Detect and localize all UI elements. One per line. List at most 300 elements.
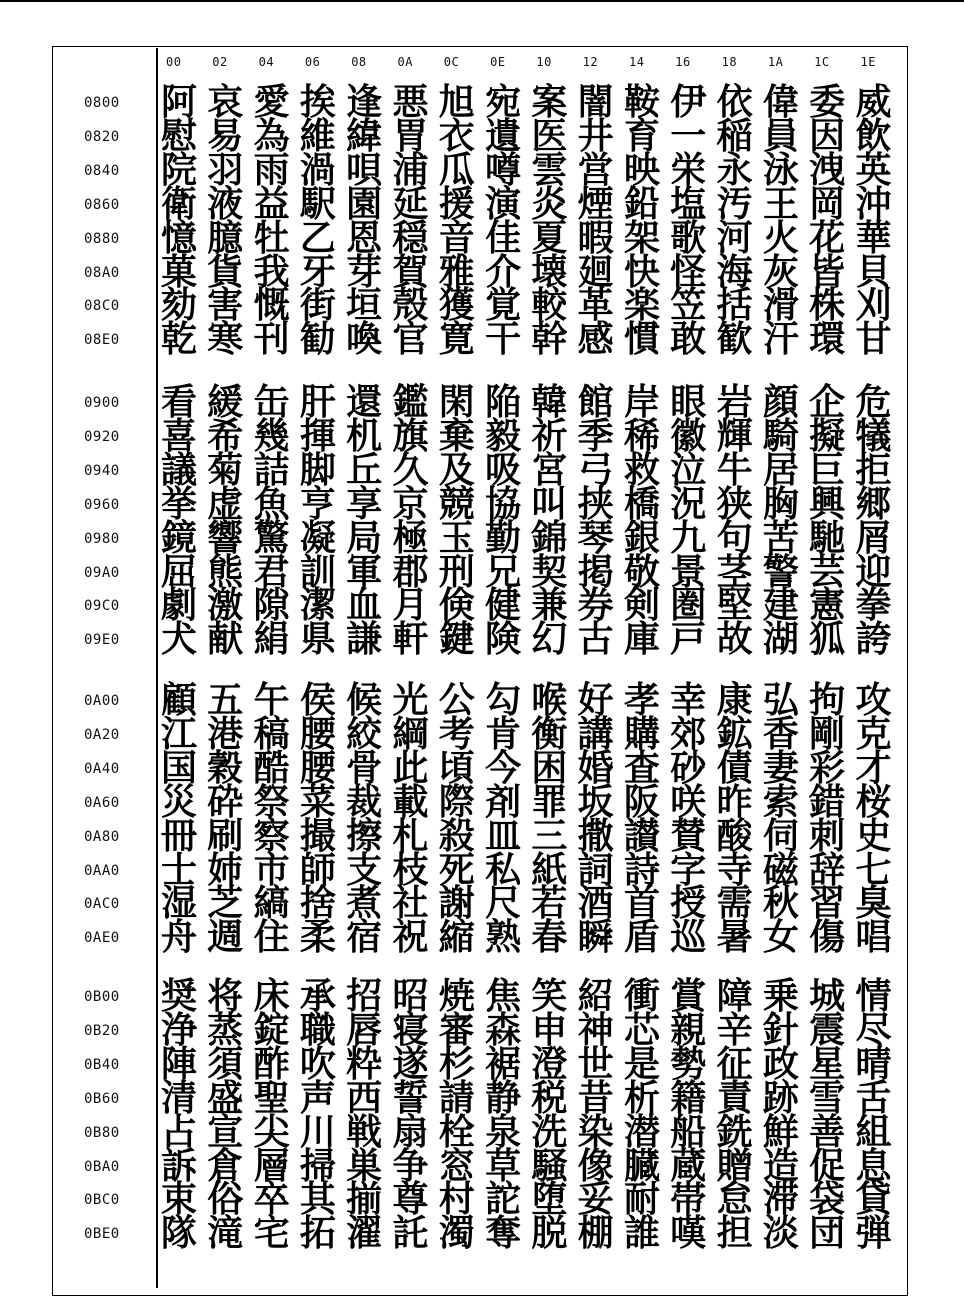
kanji-cell: 湿 (160, 882, 197, 925)
kanji-cell: 笑 (531, 975, 568, 1017)
kanji-cell: 穏 (392, 216, 429, 259)
kanji-cell: 罪 (531, 780, 568, 823)
kanji-cell: 星 (809, 1042, 846, 1085)
kanji-cell: 静 (485, 1076, 522, 1119)
kanji-cell: 闇 (577, 81, 614, 123)
kanji-cell: 拳 (855, 584, 892, 627)
kanji-cell: 徽 (670, 414, 707, 457)
kanji-cell: 案 (531, 81, 568, 123)
kanji-cell: 女 (762, 916, 799, 959)
kanji-cell: 芯 (623, 1008, 660, 1051)
kanji-cell: 巨 (809, 448, 846, 491)
kanji-cell: 刺 (809, 814, 846, 857)
kanji-cell: 贈 (716, 1144, 753, 1187)
kanji-cell: 脚 (299, 448, 336, 491)
kanji-cell: 華 (855, 216, 892, 259)
kanji-cell: 税 (531, 1076, 568, 1119)
kanji-cell: 幾 (253, 414, 290, 457)
kanji-cell: 景 (670, 550, 707, 593)
kanji-cell: 審 (438, 1008, 475, 1051)
kanji-cell: 層 (253, 1144, 290, 1187)
kanji-cell: 週 (207, 916, 244, 959)
kanji-cell: 肝 (299, 381, 336, 423)
kanji-cell: 臭 (855, 882, 892, 925)
kanji-cell: 雪 (809, 1076, 846, 1119)
kanji-cell: 像 (577, 1144, 614, 1187)
kanji-cell: 佳 (485, 216, 522, 259)
column-header: 0A (397, 55, 413, 69)
kanji-cell: 鮮 (762, 1110, 799, 1153)
kanji-cell: 凝 (299, 516, 336, 559)
kanji-cell: 館 (577, 381, 614, 423)
kanji-cell: 育 (623, 114, 660, 157)
kanji-cell: 貨 (207, 250, 244, 293)
kanji-cell: 査 (623, 746, 660, 789)
row-code-label: 08A0 (84, 264, 120, 281)
kanji-cell: 郷 (855, 482, 892, 525)
kanji-cell: 誓 (392, 1076, 429, 1119)
kanji-cell: 其 (299, 1178, 336, 1221)
kanji-cell: 慨 (253, 284, 290, 327)
kanji-cell: 希 (207, 414, 244, 457)
kanji-cell: 叫 (531, 482, 568, 525)
kanji-cell: 協 (485, 482, 522, 525)
kanji-cell: 岸 (623, 381, 660, 423)
kanji-cell: 甘 (855, 318, 892, 361)
kanji-cell: 覚 (485, 284, 522, 327)
kanji-cell: 警 (762, 550, 799, 593)
column-header: 14 (629, 55, 645, 69)
row-code-label: 09E0 (84, 632, 120, 649)
kanji-cell: 刈 (855, 284, 892, 327)
kanji-cell: 我 (253, 250, 290, 293)
kanji-cell: 酸 (716, 814, 753, 857)
kanji-cell: 私 (485, 848, 522, 891)
kanji-cell: 熊 (207, 550, 244, 593)
kanji-cell: 寝 (392, 1008, 429, 1051)
kanji-cell: 唄 (346, 148, 383, 191)
kanji-cell: 滑 (762, 284, 799, 327)
kanji-cell: 吹 (299, 1042, 336, 1085)
kanji-cell: 今 (485, 746, 522, 789)
kanji-cell: 克 (855, 712, 892, 755)
kanji-cell: 磁 (762, 848, 799, 891)
column-header: 08 (351, 55, 367, 69)
kanji-cell: 熟 (485, 916, 522, 959)
kanji-cell: 濁 (438, 1212, 475, 1255)
kanji-cell: 芸 (809, 550, 846, 593)
kanji-cell: 捨 (299, 882, 336, 925)
kanji-cell: 牡 (253, 216, 290, 259)
kanji-cell: 棚 (577, 1212, 614, 1255)
kanji-cell: 耐 (623, 1178, 660, 1221)
kanji-cell: 剛 (809, 712, 846, 755)
kanji-cell: 為 (253, 114, 290, 157)
kanji-cell: 偉 (762, 81, 799, 123)
kanji-cell: 洩 (809, 148, 846, 191)
kanji-cell: 尖 (253, 1110, 290, 1153)
kanji-cell: 争 (392, 1144, 429, 1187)
kanji-cell: 衣 (438, 114, 475, 157)
kanji-cell: 裁 (346, 780, 383, 823)
kanji-cell: 戸 (670, 618, 707, 661)
row-code-label: 0AA0 (84, 862, 120, 879)
kanji-cell: 毅 (485, 414, 522, 457)
kanji-cell: 慰 (160, 114, 197, 157)
kanji-cell: 牙 (299, 250, 336, 293)
kanji-cell: 揮 (299, 414, 336, 457)
kanji-cell: 憶 (160, 216, 197, 259)
kanji-cell: 社 (392, 882, 429, 925)
kanji-cell: 床 (253, 975, 290, 1017)
column-header: 18 (721, 55, 738, 69)
kanji-cell: 宛 (485, 81, 522, 123)
column-header: 0C (443, 55, 460, 69)
kanji-cell: 賞 (670, 975, 707, 1017)
kanji-cell: 阿 (160, 81, 197, 123)
kanji-cell: 錯 (809, 780, 846, 823)
kanji-cell: 籍 (670, 1076, 707, 1119)
kanji-cell: 維 (299, 114, 336, 157)
kanji-cell: 戦 (346, 1110, 383, 1153)
kanji-cell: 酷 (253, 746, 290, 789)
row-code-label: 0BE0 (84, 1226, 120, 1243)
kanji-cell: 刊 (253, 318, 290, 361)
kanji-cell: 乙 (299, 216, 336, 259)
kanji-cell: 舟 (160, 916, 197, 959)
kanji-cell: 極 (392, 516, 429, 559)
kanji-cell: 辞 (809, 848, 846, 891)
kanji-cell: 稿 (253, 712, 290, 755)
kanji-cell: 舌 (855, 1076, 892, 1119)
column-header: 04 (258, 55, 275, 69)
kanji-cell: 臓 (623, 1144, 660, 1187)
kanji-cell: 錠 (253, 1008, 290, 1051)
kanji-cell: 袋 (809, 1178, 846, 1221)
kanji-cell: 勢 (670, 1042, 707, 1085)
kanji-cell: 促 (809, 1144, 846, 1187)
kanji-cell: 帯 (670, 1178, 707, 1221)
kanji-cell: 宿 (346, 916, 383, 959)
kanji-cell: 岡 (809, 182, 846, 225)
kanji-cell: 羽 (207, 148, 244, 191)
kanji-cell: 券 (577, 584, 614, 627)
kanji-cell: 歓 (716, 318, 753, 361)
kanji-cell: 威 (855, 81, 892, 123)
kanji-cell: 息 (855, 1144, 892, 1187)
kanji-cell: 清 (160, 1076, 197, 1119)
kanji-cell: 京 (392, 482, 429, 525)
kanji-cell: 狐 (809, 618, 846, 661)
kanji-cell: 腰 (299, 712, 336, 755)
kanji-cell: 障 (716, 975, 753, 1017)
kanji-cell: 況 (670, 482, 707, 525)
kanji-cell: 岩 (716, 381, 753, 423)
kanji-cell: 営 (577, 148, 614, 191)
kanji-cell: 誰 (623, 1212, 660, 1255)
kanji-cell: 劾 (160, 284, 197, 327)
kanji-cell: 謙 (346, 618, 383, 661)
kanji-cell: 伊 (670, 81, 707, 123)
kanji-cell: 俗 (207, 1178, 244, 1221)
kanji-cell: 刑 (438, 550, 475, 593)
kanji-cell: 香 (762, 712, 799, 755)
kanji-cell: 泉 (485, 1110, 522, 1153)
kanji-cell: 師 (299, 848, 336, 891)
kanji-cell: 請 (438, 1076, 475, 1119)
kanji-cell: 玉 (438, 516, 475, 559)
kanji-cell: 淡 (762, 1212, 799, 1255)
kanji-cell: 世 (577, 1042, 614, 1085)
kanji-cell: 柔 (299, 916, 336, 959)
kanji-cell: 王 (762, 182, 799, 225)
kanji-cell: 株 (809, 284, 846, 327)
column-header: 00 (166, 55, 182, 69)
kanji-cell: 海 (716, 250, 753, 293)
column-header: 12 (582, 55, 599, 69)
kanji-cell: 栄 (670, 148, 707, 191)
kanji-cell: 較 (531, 284, 568, 327)
kanji-cell: 考 (438, 712, 475, 755)
table-row (0, 318, 964, 361)
kanji-cell: 看 (160, 381, 197, 423)
kanji-cell: 街 (299, 284, 336, 327)
kanji-cell: 妻 (762, 746, 799, 789)
kanji-cell: 季 (577, 414, 614, 457)
kanji-cell: 菊 (207, 448, 244, 491)
kanji-cell: 誇 (855, 618, 892, 661)
kanji-cell: 掃 (299, 1144, 336, 1187)
kanji-cell: 妥 (577, 1178, 614, 1221)
kanji-cell: 幹 (531, 318, 568, 361)
kanji-cell: 征 (716, 1042, 753, 1085)
kanji-cell: 閑 (438, 381, 475, 423)
kanji-cell: 恩 (346, 216, 383, 259)
kanji-cell: 嘆 (670, 1212, 707, 1255)
kanji-cell: 医 (531, 114, 568, 157)
kanji-cell: 殺 (438, 814, 475, 857)
kanji-cell: 団 (809, 1212, 846, 1255)
kanji-cell: 尽 (855, 1008, 892, 1051)
kanji-cell: 習 (809, 882, 846, 925)
table-row (0, 1212, 964, 1255)
kanji-cell: 菜 (299, 780, 336, 823)
kanji-cell: 坂 (577, 780, 614, 823)
kanji-cell: 卒 (253, 1178, 290, 1221)
kanji-cell: 肯 (485, 712, 522, 755)
kanji-cell: 市 (253, 848, 290, 891)
kanji-cell: 尺 (485, 882, 522, 925)
kanji-cell: 兄 (485, 550, 522, 593)
kanji-cell: 怠 (716, 1178, 753, 1221)
row-code-label: 0AC0 (84, 896, 120, 913)
kanji-cell: 援 (438, 182, 475, 225)
kanji-cell: 亨 (299, 482, 336, 525)
kanji-cell: 縮 (438, 916, 475, 959)
kanji-cell: 興 (809, 482, 846, 525)
kanji-cell: 牛 (716, 448, 753, 491)
row-code-label: 0A80 (84, 828, 120, 845)
kanji-cell: 字 (670, 848, 707, 891)
kanji-cell: 芽 (346, 250, 383, 293)
kanji-cell: 獲 (438, 284, 475, 327)
kanji-cell: 乾 (160, 318, 197, 361)
kanji-cell: 五 (207, 679, 244, 721)
kanji-cell: 詰 (253, 448, 290, 491)
kanji-cell: 郊 (670, 712, 707, 755)
kanji-cell: 隊 (160, 1212, 197, 1255)
kanji-cell: 映 (623, 148, 660, 191)
row-code-label: 0A20 (84, 726, 120, 743)
row-code-label: 09A0 (84, 564, 120, 581)
kanji-cell: 介 (485, 250, 522, 293)
kanji-cell: 騒 (531, 1144, 568, 1187)
kanji-cell: 組 (855, 1110, 892, 1153)
kanji-cell: 歌 (670, 216, 707, 259)
kanji-cell: 琴 (577, 516, 614, 559)
kanji-cell: 昭 (392, 975, 429, 1017)
kanji-cell: 政 (762, 1042, 799, 1085)
kanji-cell: 濯 (346, 1212, 383, 1255)
kanji-cell: 丘 (346, 448, 383, 491)
kanji-cell: 紹 (577, 975, 614, 1017)
row-code-label: 0B80 (84, 1124, 120, 1141)
kanji-cell: 笠 (670, 284, 707, 327)
kanji-cell: 敢 (670, 318, 707, 361)
kanji-cell: 賛 (670, 814, 707, 857)
kanji-cell: 巡 (670, 916, 707, 959)
kanji-cell: 缶 (253, 381, 290, 423)
kanji-cell: 慣 (623, 318, 660, 361)
kanji-cell: 候 (346, 679, 383, 721)
kanji-cell: 此 (392, 746, 429, 789)
kanji-cell: 鍵 (438, 618, 475, 661)
kanji-cell: 一 (670, 114, 707, 157)
kanji-cell: 攻 (855, 679, 892, 721)
kanji-cell: 住 (253, 916, 290, 959)
kanji-cell: 洗 (531, 1110, 568, 1153)
kanji-cell: 楽 (623, 284, 660, 327)
kanji-cell: 迎 (855, 550, 892, 593)
kanji-cell: 滞 (762, 1178, 799, 1221)
row-code-label: 08C0 (84, 298, 120, 315)
kanji-cell: 辛 (716, 1008, 753, 1051)
kanji-cell: 奨 (160, 975, 197, 1017)
kanji-cell: 腰 (299, 746, 336, 789)
kanji-cell: 犬 (160, 618, 197, 661)
kanji-cell: 犠 (855, 414, 892, 457)
kanji-cell: 圏 (670, 584, 707, 627)
kanji-cell: 桜 (855, 780, 892, 823)
kanji-cell: 緩 (207, 381, 244, 423)
kanji-cell: 依 (716, 81, 753, 123)
kanji-cell: 湖 (762, 618, 799, 661)
kanji-cell: 札 (392, 814, 429, 857)
kanji-cell: 煙 (577, 182, 614, 225)
kanji-cell: 馳 (809, 516, 846, 559)
kanji-cell: 貝 (855, 250, 892, 293)
kanji-cell: 錦 (531, 516, 568, 559)
kanji-cell: 献 (207, 618, 244, 661)
kanji-cell: 焼 (438, 975, 475, 1017)
kanji-cell: 及 (438, 448, 475, 491)
row-code-label: 0A60 (84, 794, 120, 811)
kanji-cell: 康 (716, 679, 753, 721)
kanji-cell: 泣 (670, 448, 707, 491)
kanji-cell: 灰 (762, 250, 799, 293)
kanji-cell: 若 (531, 882, 568, 925)
kanji-cell: 契 (531, 550, 568, 593)
kanji-cell: 拘 (809, 679, 846, 721)
kanji-cell: 扇 (392, 1110, 429, 1153)
kanji-cell: 染 (577, 1110, 614, 1153)
kanji-cell: 察 (253, 814, 290, 857)
kanji-cell: 酒 (577, 882, 614, 925)
kanji-cell: 稲 (716, 114, 753, 157)
kanji-cell: 泳 (762, 148, 799, 191)
kanji-cell: 眼 (670, 381, 707, 423)
kanji-cell: 宣 (207, 1110, 244, 1153)
kanji-cell: 弘 (762, 679, 799, 721)
kanji-cell: 挨 (299, 81, 336, 123)
row-code-label: 0960 (84, 496, 120, 513)
kanji-cell: 焦 (485, 975, 522, 1017)
kanji-cell: 局 (346, 516, 383, 559)
kanji-cell: 浦 (392, 148, 429, 191)
kanji-cell: 九 (670, 516, 707, 559)
kanji-cell: 皆 (809, 250, 846, 293)
kanji-cell: 死 (438, 848, 475, 891)
kanji-cell: 綱 (392, 712, 429, 755)
kanji-cell: 潔 (299, 584, 336, 627)
kanji-cell: 士 (160, 848, 197, 891)
kanji-cell: 刷 (207, 814, 244, 857)
kanji-cell: 析 (623, 1076, 660, 1119)
kanji-cell: 旗 (392, 414, 429, 457)
kanji-cell: 瞬 (577, 916, 614, 959)
kanji-cell: 建 (762, 584, 799, 627)
kanji-cell: 顔 (762, 381, 799, 423)
kanji-cell: 逢 (346, 81, 383, 123)
kanji-cell: 姉 (207, 848, 244, 891)
kanji-cell: 久 (392, 448, 429, 491)
kanji-cell: 載 (392, 780, 429, 823)
kanji-cell: 健 (485, 584, 522, 627)
column-header: 0E (490, 55, 506, 69)
kanji-cell: 撒 (577, 814, 614, 857)
kanji-cell: 賀 (392, 250, 429, 293)
kanji-cell: 砂 (670, 746, 707, 789)
kanji-cell: 春 (531, 916, 568, 959)
kanji-cell: 環 (809, 318, 846, 361)
kanji-cell: 貸 (855, 1178, 892, 1221)
kanji-cell: 易 (207, 114, 244, 157)
kanji-cell: 申 (531, 1008, 568, 1051)
kanji-cell: 液 (207, 182, 244, 225)
kanji-cell: 暑 (716, 916, 753, 959)
kanji-cell: 火 (762, 216, 799, 259)
kanji-cell: 鏡 (160, 516, 197, 559)
kanji-cell: 危 (855, 381, 892, 423)
kanji-cell: 跡 (762, 1076, 799, 1119)
kanji-cell: 浄 (160, 1008, 197, 1051)
kanji-cell: 雲 (531, 148, 568, 191)
kanji-cell: 孝 (623, 679, 660, 721)
kanji-cell: 詞 (577, 848, 614, 891)
kanji-cell: 城 (809, 975, 846, 1017)
kanji-cell: 月 (392, 584, 429, 627)
kanji-cell: 古 (577, 618, 614, 661)
